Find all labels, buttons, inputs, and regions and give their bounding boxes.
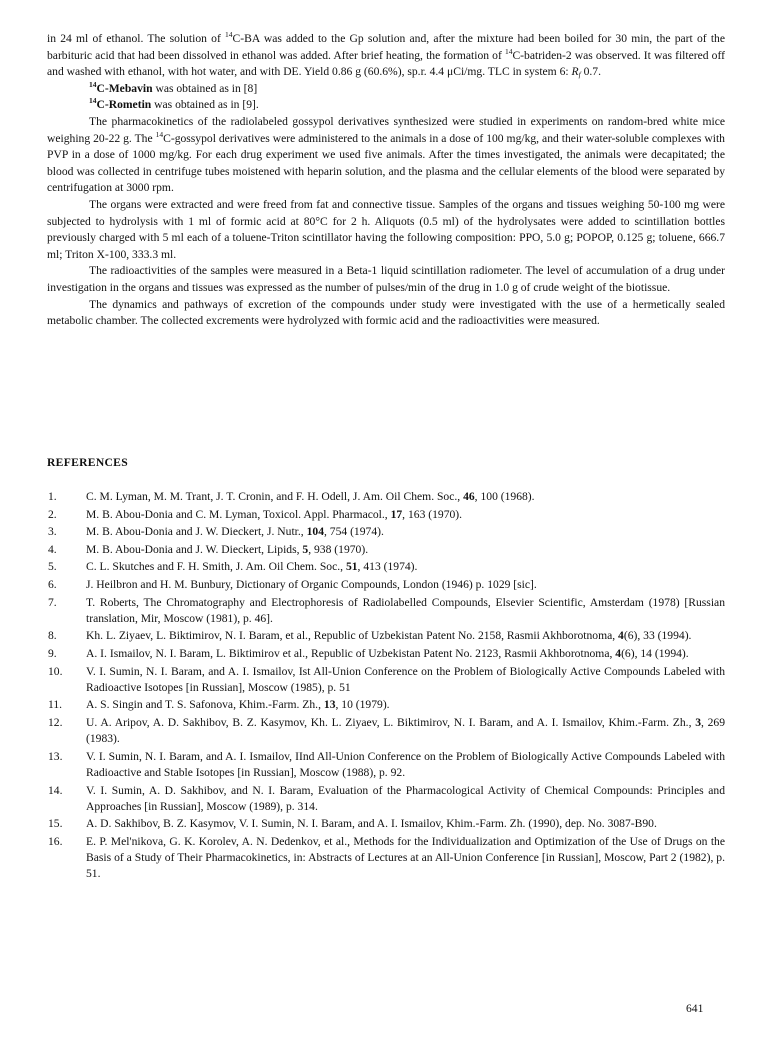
reference-number: 2. (48, 507, 57, 521)
reference-text (86, 577, 725, 593)
text-run: C-Rometin (96, 98, 152, 112)
text-run: 14 (504, 46, 513, 56)
page (47, 30, 726, 881)
reference-item (47, 628, 725, 644)
text-run: 14 (155, 129, 164, 139)
reference-item (47, 507, 725, 523)
reference-number: 4. (48, 542, 57, 556)
text-run: , 269 (1983). (86, 715, 726, 746)
text-run: , 100 (1968). (474, 490, 535, 503)
reference-number: 3. (48, 525, 57, 539)
text-run: C-BA was added to the Gp solution and, after the mixture had been boiled for 30 min, the part of the barbituric acid that had been dissolved in ethanol was added. After brief heating, the formation of (47, 32, 725, 62)
text-run: C. L. Skutches and F. H. Smith, J. Am. Oil Chem. Soc., (86, 560, 346, 574)
reference-number: 16. (48, 834, 63, 848)
text-run: M. B. Abou-Donia and C. M. Lyman, Toxicol. Appl. Pharmacol., (86, 507, 391, 521)
text-run: , 938 (1970). (308, 542, 369, 556)
paragraph-p6 (47, 263, 725, 296)
reference-number: 15. (48, 817, 63, 831)
text-run: 13 (323, 698, 336, 712)
reference-text (86, 834, 725, 883)
text-run: M. B. Abou-Donia and J. W. Dieckert, Lipids, (86, 542, 303, 556)
references-heading: REFERENCES (47, 456, 128, 469)
reference-text (86, 664, 725, 696)
reference-text (86, 749, 725, 781)
reference-item (47, 542, 725, 558)
text-run: (6), 33 (1994). (623, 629, 692, 643)
text-run: U. A. Aripov, A. D. Sakhibov, B. Z. Kasymov, Kh. L. Ziyaev, L. Biktimirov, N. I. Baram, and A. I. Ismailov, Khim.-Farm. Zh., (86, 715, 696, 729)
text-run: (6), 14 (1994). (621, 646, 689, 660)
text-run: E. P. Mel'nikova, G. K. Korolev, A. N. Dedenkov, et al., Methods for the Individualization and Optimization of the Use of Drugs on the Basis of a Study of Their Pharmacokinetics, in: Abstracts of Lectures at an All-Union Conference [in Russian], Moscow, Part 2 (1982), p. 51. (86, 834, 725, 881)
reference-item (47, 646, 725, 662)
text-run: 5 (302, 542, 309, 556)
text-run: in 24 ml of ethanol. The solution of (47, 32, 226, 45)
reference-item (47, 816, 725, 832)
paragraph-p5 (47, 197, 725, 263)
reference-item (47, 749, 725, 781)
reference-text (86, 524, 725, 540)
text-run: V. I. Sumin, N. I. Baram, and A. I. Ismailov, Ist All-Union Conference on the Problem of Biologically Active Compounds Labeled with Radioactive Isotopes [in Russian], Moscow (1985), p. 51 (86, 664, 725, 694)
text-run: 104 (306, 525, 324, 539)
text-run: The organs were extracted and were freed from fat and connective tissue. Samples of the organs and tissues weighing 50-100 mg were subjected to hydrolysis with 1 ml of formic acid at 80°C for 2 h. Aliquots (0.5 ml) of the hydrolysates were added to scintillation bottles previously charged with 5 ml each of a toluene-Triton scintillator having the following composition: PPO, 5.0 g; POPOP, 0.125 g; toluene, 666.7 ml; Triton X-100, 333.3 ml. (47, 197, 725, 261)
reference-number: 11. (48, 698, 63, 712)
reference-item (47, 524, 725, 540)
text-run: T. Roberts, The Chromatography and Electrophoresis of Radiolabelled Compounds, Elsevier Scientific, Amsterdam (1978) [Russian translation, Mir, Moscow (1981), p. 46]. (86, 595, 725, 625)
page-number: 641 (686, 1002, 704, 1015)
text-run: 14 (89, 79, 97, 89)
text-run: Kh. L. Ziyaev, L. Biktimirov, N. I. Baram, et al., Republic of Uzbekistan Patent No. 2158, Rasmii Akhborotnoma, (86, 629, 619, 643)
reference-item (47, 715, 725, 747)
text-run: 3 (695, 715, 701, 729)
reference-item (47, 559, 725, 575)
paragraph-p4 (47, 114, 725, 197)
paragraph-p1 (47, 31, 725, 81)
text-run: V. I. Sumin, N. I. Baram, and A. I. Ismailov, IInd All-Union Conference on the Problem of Biologically Active Compounds Labeled with Radioactive and Stable Isotopes [in Russian], Moscow (1988), p. 92. (86, 749, 725, 779)
reference-text (86, 697, 725, 713)
reference-item (47, 595, 725, 627)
reference-number: 9. (48, 646, 57, 660)
reference-text (86, 559, 725, 575)
text-run: , 10 (1979). (335, 698, 390, 712)
reference-text (86, 595, 725, 627)
references-list (47, 489, 725, 884)
text-run: The pharmacokinetics of the radiolabeled gossypol derivatives synthesized were studied in experiments on random-bred white mice weighing 20-22 g. The (47, 114, 725, 145)
text-run: The radioactivities of the samples were measured in a Beta-1 liquid scintillation radiometer. The level of accumulation of a drug under investigation in the organs and tissues was expressed as the number of pulses/min of the drug in 1.0 g of crude weight of the biotissue. (47, 264, 725, 294)
reference-text (86, 715, 725, 747)
paragraph-p2 (47, 81, 725, 98)
text-run: V. I. Sumin, A. D. Sakhibov, and N. I. Baram, Evaluation of the Pharmacological Activity of Chemical Compounds: Principles and Approaches [in Russian], Moscow (1989), p. 314. (86, 783, 725, 813)
reference-item (47, 577, 725, 593)
text-run: A. D. Sakhibov, B. Z. Kasymov, V. I. Sumin, N. I. Baram, and A. I. Ismailov, Khim.-Farm. Zh. (1990), dep. No. 3087-B90. (86, 817, 657, 831)
reference-item (47, 697, 725, 713)
reference-text (86, 542, 725, 558)
reference-number: 10. (48, 664, 63, 678)
reference-item (47, 783, 725, 815)
body-text (47, 31, 725, 330)
reference-item (47, 834, 725, 883)
text-run: 14 (225, 30, 233, 39)
text-run: 51 (345, 560, 358, 574)
text-run: 4 (618, 629, 624, 643)
text-run: C-batriden-2 was observed. It was filtered off and washed with ethanol, with hot water, and with DE. Yield 0.86 g (60.6%), sp.r. 4.4 μCi/mg. TLC in system 6: (47, 48, 725, 79)
text-run: C-gossypol derivatives were administered to the animals in a dose of 100 mg/kg, and their water-soluble complexes with PVP in a dose of 1000 mg/kg. For each drug experiment we used five animals. After the times investigated, the animals were decapitated; the blood was collected in centrifuge tubes moistened with heparin solution, and the plasma and the cellular elements of the blood were separated by centrifugation at 3000 rpm. (47, 131, 725, 195)
text-run: C-Mebavin (96, 81, 153, 95)
text-run: f (578, 70, 581, 80)
text-run: , 413 (1974). (357, 560, 418, 574)
reference-number: 14. (48, 783, 63, 797)
reference-item (47, 489, 725, 505)
text-run: The dynamics and pathways of excretion of the compounds under study were investigated with the use of a hermetically sealed metabolic chamber. The collected excrements were hydrolyzed with formic acid and the radioactivities were measured. (47, 297, 725, 328)
text-run: 17 (390, 507, 403, 521)
text-run: A. S. Singin and T. S. Safonova, Khim.-Farm. Zh., (86, 698, 324, 712)
reference-text (86, 628, 725, 644)
reference-number: 13. (48, 749, 63, 763)
text-run: J. Heilbron and H. M. Bunbury, Dictionary of Organic Compounds, London (1946) p. 1029 [sic]. (86, 577, 537, 591)
reference-text (86, 489, 725, 505)
reference-number: 5. (48, 560, 57, 574)
reference-number: 12. (48, 715, 63, 729)
reference-text (86, 783, 725, 815)
reference-number: 6. (48, 577, 57, 591)
text-run: R (571, 65, 579, 79)
reference-number: 7. (48, 595, 57, 609)
text-run: C. M. Lyman, M. M. Trant, J. T. Cronin, and F. H. Odell, J. Am. Oil Chem. Soc., (86, 490, 464, 503)
text-run: was obtained as in [9]. (151, 98, 259, 112)
text-run: M. B. Abou-Donia and J. W. Dieckert, J. Nutr., (86, 525, 307, 539)
reference-number: 8. (48, 629, 57, 643)
paragraph-p7 (47, 297, 725, 330)
paragraph-p3 (47, 97, 725, 114)
reference-number: 1. (48, 490, 57, 503)
text-run: 0.7. (580, 65, 601, 79)
reference-text (86, 646, 725, 662)
reference-text (86, 816, 725, 832)
text-run: , 754 (1974). (323, 525, 384, 539)
reference-item (47, 664, 725, 696)
text-run: , 163 (1970). (402, 507, 463, 521)
text-run: 4 (615, 646, 622, 660)
text-run: A. I. Ismailov, N. I. Baram, L. Biktimirov et al., Republic of Uzbekistan Patent No. 2123, Rasmii Akhborotnoma, (86, 646, 616, 660)
text-run: 14 (89, 96, 97, 106)
reference-text (86, 507, 725, 523)
text-run: 46 (463, 490, 475, 503)
text-run: was obtained as in [8] (152, 81, 258, 95)
